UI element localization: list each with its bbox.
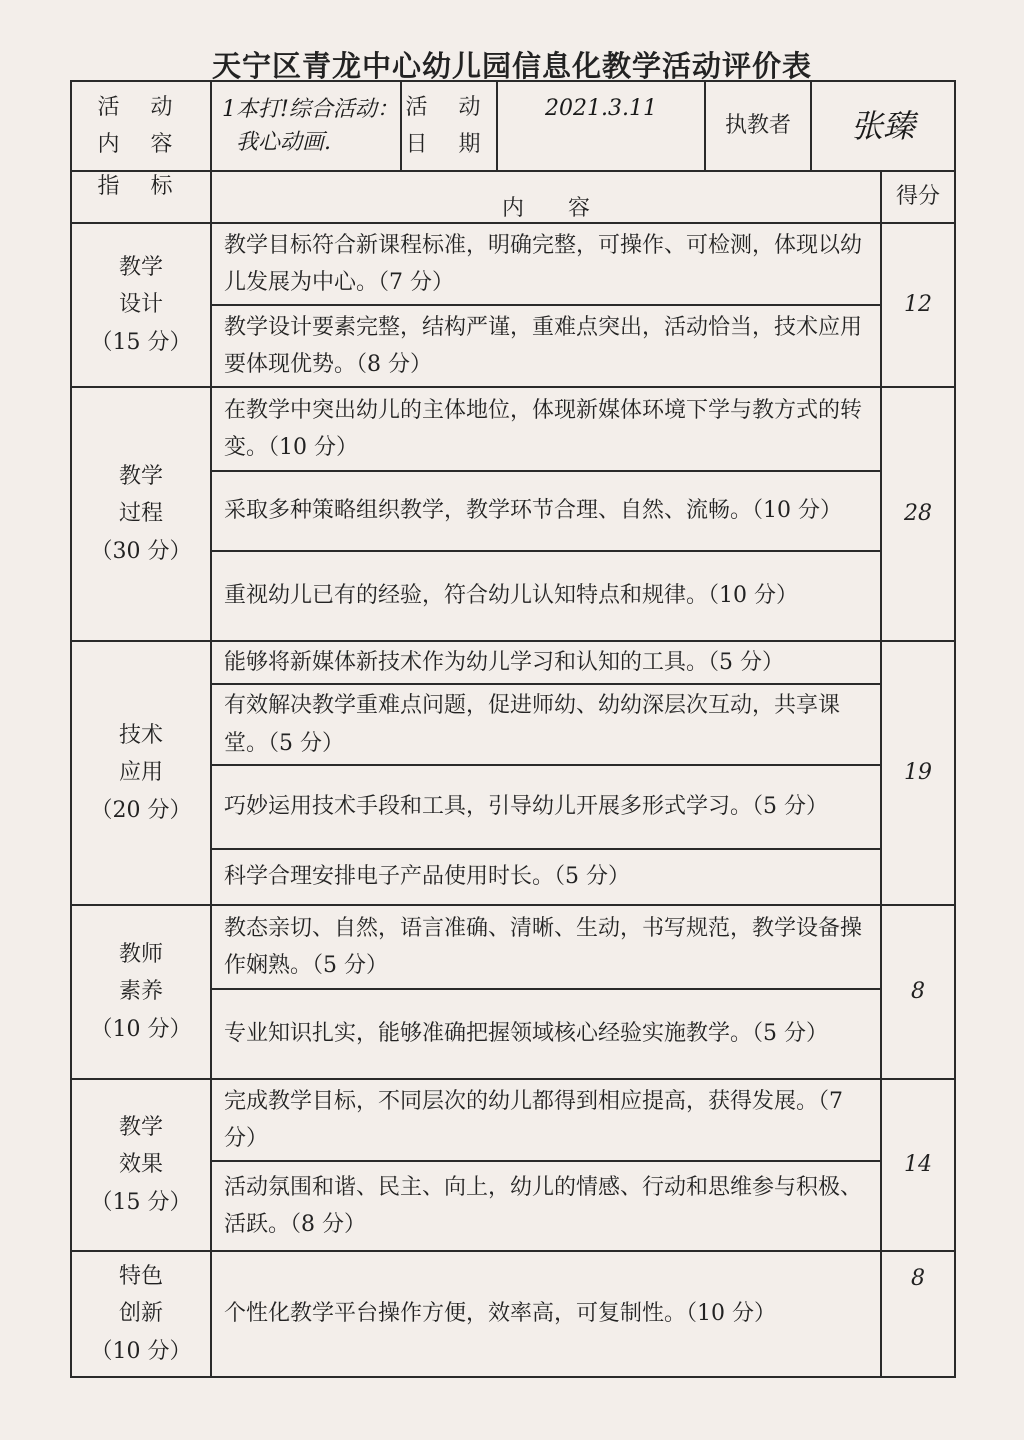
score-cell[interactable]: 19 bbox=[881, 641, 955, 905]
score-cell[interactable]: 8 bbox=[881, 905, 955, 1079]
score-cell[interactable]: 12 bbox=[881, 223, 955, 387]
evaluation-table bbox=[70, 80, 956, 1378]
activity-date-label: 活 动 日 期 bbox=[401, 81, 497, 171]
teacher-label: 执教者 bbox=[705, 81, 811, 171]
section-label: 教师 素养 （10 分） bbox=[71, 905, 211, 1079]
section-label: 技术 应用 （20 分） bbox=[71, 641, 211, 905]
criterion-item: 教态亲切、自然，语言准确、清晰、生动，书写规范，教学设备操作娴熟。（5 分） bbox=[211, 905, 881, 989]
score-cell[interactable]: 14 bbox=[881, 1079, 955, 1251]
criterion-item: 能够将新媒体新技术作为幼儿学习和认知的工具。（5 分） bbox=[211, 641, 881, 684]
score-label: 得分 bbox=[881, 171, 955, 223]
section-label: 教学 过程 （30 分） bbox=[71, 387, 211, 641]
section-row bbox=[71, 905, 955, 989]
activity-date-value[interactable]: 2021.3.11 bbox=[497, 81, 705, 171]
column-header-row bbox=[71, 171, 955, 197]
section-label: 教学 设计 （15 分） bbox=[71, 223, 211, 387]
activity-content-label: 活 动 内 容 bbox=[71, 81, 211, 171]
criterion-item: 个性化教学平台操作方便，效率高，可复制性。（10 分） bbox=[211, 1251, 881, 1377]
criterion-item: 有效解决教学重难点问题，促进师幼、幼幼深层次互动，共享课堂。（5 分） bbox=[211, 684, 881, 765]
header-row bbox=[71, 81, 955, 171]
indicator-label: 指 标 bbox=[71, 171, 211, 223]
section-row bbox=[71, 223, 955, 305]
criterion-item: 科学合理安排电子产品使用时长。（5 分） bbox=[211, 849, 881, 905]
section-label: 特色 创新 （10 分） bbox=[71, 1251, 211, 1377]
content-label: 内 容 bbox=[211, 197, 881, 223]
criterion-item: 完成教学目标，不同层次的幼儿都得到相应提高，获得发展。（7 分） bbox=[211, 1079, 881, 1161]
score-cell[interactable]: 28 bbox=[881, 387, 955, 641]
teacher-value[interactable]: 张臻 bbox=[811, 81, 955, 171]
criterion-item: 在教学中突出幼儿的主体地位，体现新媒体环境下学与教方式的转变。（10 分） bbox=[211, 387, 881, 471]
criterion-item: 活动氛围和谐、民主、向上，幼儿的情感、行动和思维参与积极、活跃。（8 分） bbox=[211, 1161, 881, 1251]
criterion-item: 巧妙运用技术手段和工具，引导幼儿开展多形式学习。（5 分） bbox=[211, 765, 881, 849]
section-row bbox=[71, 387, 955, 471]
criterion-item: 重视幼儿已有的经验，符合幼儿认知特点和规律。（10 分） bbox=[211, 551, 881, 641]
section-row bbox=[71, 641, 955, 684]
criterion-item: 教学设计要素完整，结构严谨，重难点突出，活动恰当，技术应用要体现优势。（8 分） bbox=[211, 305, 881, 387]
section-row bbox=[71, 1079, 955, 1161]
criterion-item: 专业知识扎实，能够准确把握领域核心经验实施教学。（5 分） bbox=[211, 989, 881, 1079]
section-label: 教学 效果 （15 分） bbox=[71, 1079, 211, 1251]
criterion-item: 教学目标符合新课程标准，明确完整，可操作、可检测，体现以幼儿发展为中心。（7 分） bbox=[211, 223, 881, 305]
page-title: 天宁区青龙中心幼儿园信息化教学活动评价表 bbox=[211, 49, 812, 83]
section-row bbox=[71, 1251, 955, 1377]
activity-content-value[interactable]: 1本打!综合活动： 我心动画. bbox=[211, 81, 401, 171]
criterion-item: 采取多种策略组织教学，教学环节合理、自然、流畅。（10 分） bbox=[211, 471, 881, 551]
score-cell[interactable]: 8 bbox=[881, 1251, 955, 1377]
